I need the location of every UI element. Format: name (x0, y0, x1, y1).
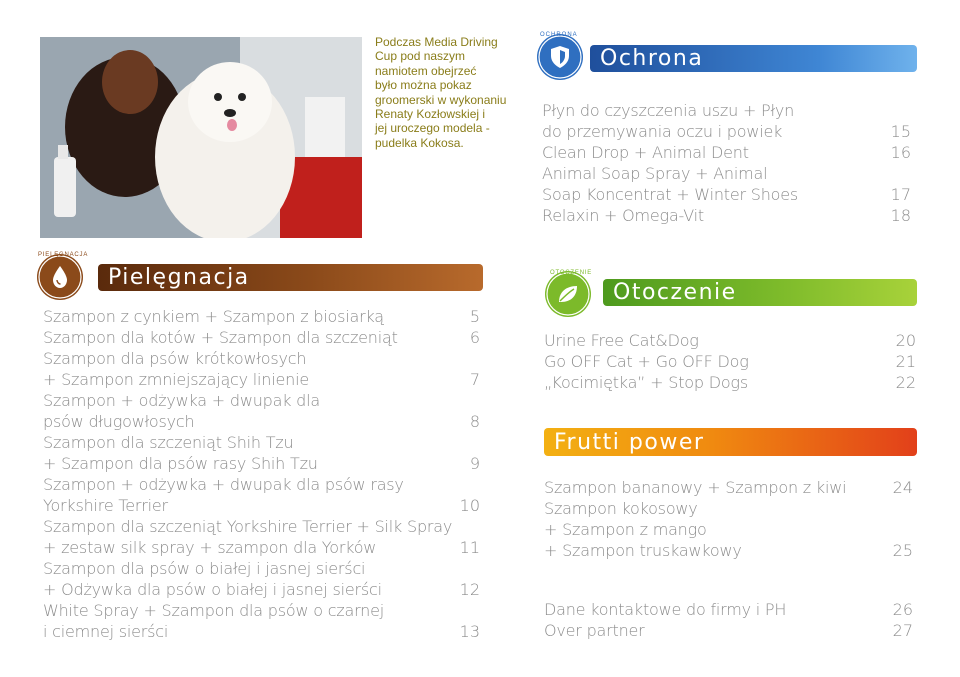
list-item (43, 369, 480, 390)
item-text: White Spray + Szampon dla psów o czarnej (43, 601, 385, 620)
item-text: + Szampon zmniejszający linienie (43, 370, 309, 389)
item-page: 13 (459, 622, 480, 641)
caption-line: jej uroczego modela - (375, 121, 490, 136)
list-item (544, 372, 916, 393)
list-item (43, 390, 480, 411)
list-item (542, 163, 911, 184)
pielegnacja-title: Pielęgnacja (108, 265, 250, 290)
item-text: + Odżywka dla psów o białej i jasnej sierści (43, 580, 382, 599)
item-page: 12 (459, 580, 480, 599)
item-page: 6 (469, 328, 480, 347)
item-page: 7 (469, 370, 480, 389)
item-page: 8 (469, 412, 480, 431)
list-item (43, 432, 480, 453)
item-page: 20 (895, 331, 916, 350)
item-text: Szampon dla szczeniąt Shih Tzu (43, 433, 294, 452)
item-text: + Szampon z mango (544, 520, 707, 539)
item-text: Go OFF Cat + Go OFF Dog (544, 352, 749, 371)
caption-line: było można pokaz (375, 78, 472, 93)
item-page: 25 (892, 541, 913, 560)
list-item (43, 537, 480, 558)
caption-line: groomerski w wykonaniu (375, 92, 507, 107)
ochrona-title: Ochrona (600, 46, 704, 71)
item-page: 17 (890, 185, 911, 204)
item-page: 21 (895, 352, 916, 371)
photo-caption (375, 35, 525, 150)
grooming-photo-illustration (40, 37, 362, 238)
list-item (43, 306, 480, 327)
pielegnacja-badge (37, 254, 83, 300)
list-item (544, 330, 916, 351)
ochrona-badge-label: OCHRONA (540, 32, 578, 38)
item-page: 22 (895, 373, 916, 392)
list-item (544, 351, 916, 372)
frutti-list (544, 477, 913, 561)
item-text: Yorkshire Terrier (43, 496, 168, 515)
list-item (544, 498, 913, 519)
item-text: Szampon dla psów krótkowłosych (43, 349, 307, 368)
frutti-header-bar (544, 428, 917, 456)
ochrona-badge (537, 34, 583, 80)
item-page: 16 (890, 143, 911, 162)
badge-ring (545, 271, 591, 317)
list-item (544, 620, 913, 641)
item-text: Płyn do czyszczenia uszu + Płyn (542, 101, 795, 120)
list-item (43, 516, 480, 537)
otoczenie-title: Otoczenie (613, 280, 737, 305)
footer-list (544, 599, 913, 641)
item-text: Szampon dla szczeniąt Yorkshire Terrier + Silk Spray (43, 517, 453, 536)
item-page: 10 (459, 496, 480, 515)
ochrona-list (542, 100, 911, 226)
item-text: Animal Soap Spray + Animal (542, 164, 768, 183)
list-item (542, 142, 911, 163)
item-page: 26 (892, 600, 913, 619)
item-text: + zestaw silk spray + szampon dla Yorków (43, 538, 377, 557)
item-text: Dane kontaktowe do firmy i PH (544, 600, 787, 619)
item-text: Szampon dla kotów + Szampon dla szczeniąt (43, 328, 398, 347)
item-page: 11 (459, 538, 480, 557)
list-item (544, 599, 913, 620)
list-item (542, 184, 911, 205)
item-page: 9 (469, 454, 480, 473)
list-item (43, 621, 480, 642)
list-item (542, 121, 911, 142)
caption-line: Renaty Kozłowskiej i (375, 107, 486, 122)
item-page: 24 (892, 478, 913, 497)
pielegnacja-list (43, 306, 480, 642)
badge-ring (537, 34, 583, 80)
item-text: do przemywania oczu i powiek (542, 122, 783, 141)
list-item (542, 205, 911, 226)
caption-line: Cup pod naszym (375, 49, 466, 64)
badge-ring (37, 254, 83, 300)
otoczenie-header-bar (603, 279, 917, 306)
list-item (43, 495, 480, 516)
item-page: 18 (890, 206, 911, 225)
frutti-title: Frutti power (554, 429, 705, 455)
list-item (43, 411, 480, 432)
item-text: „Kocimiętka” + Stop Dogs (544, 373, 748, 392)
item-text: psów długowłosych (43, 412, 195, 431)
list-item (43, 579, 480, 600)
item-text: Soap Koncentrat + Winter Shoes (542, 185, 799, 204)
list-item (43, 600, 480, 621)
caption-line: namiotem obejrzeć (375, 63, 477, 78)
item-text: + Szampon truskawkowy (544, 541, 742, 560)
item-page: 27 (892, 621, 913, 640)
item-text: Relaxin + Omega-Vit (542, 206, 704, 225)
item-page: 15 (890, 122, 911, 141)
item-text: Szampon bananowy + Szampon z kiwi (544, 478, 847, 497)
grooming-photo (40, 37, 362, 238)
item-text: Urine Free Cat&Dog (544, 331, 699, 350)
list-item (542, 100, 911, 121)
list-item (544, 477, 913, 498)
caption-line: pudelka Kokosa. (375, 135, 464, 150)
list-item (43, 474, 480, 495)
item-text: Over partner (544, 621, 645, 640)
pielegnacja-badge-label: PIELĘGNACJA (38, 252, 89, 258)
otoczenie-badge-label: OTOCZENIE (550, 270, 593, 276)
item-text: Szampon dla psów o białej i jasnej sierści (43, 559, 366, 578)
list-item (544, 540, 913, 561)
item-text: Szampon z cynkiem + Szampon z biosiarką (43, 307, 384, 326)
ochrona-header-bar (590, 45, 917, 72)
list-item (43, 348, 480, 369)
item-page: 5 (469, 307, 480, 326)
item-text: + Szampon dla psów rasy Shih Tzu (43, 454, 318, 473)
list-item (43, 453, 480, 474)
caption-line: Podczas Media Driving (375, 35, 498, 49)
list-item (544, 519, 913, 540)
item-text: i ciemnej sierści (43, 622, 169, 641)
item-text: Clean Drop + Animal Dent (542, 143, 749, 162)
item-text: Szampon + odżywka + dwupak dla psów rasy (43, 475, 404, 494)
otoczenie-list (544, 330, 916, 393)
list-item (43, 558, 480, 579)
otoczenie-badge (545, 271, 591, 317)
pielegnacja-header-bar (98, 264, 483, 291)
list-item (43, 327, 480, 348)
item-text: Szampon + odżywka + dwupak dla (43, 391, 320, 410)
item-text: Szampon kokosowy (544, 499, 698, 518)
